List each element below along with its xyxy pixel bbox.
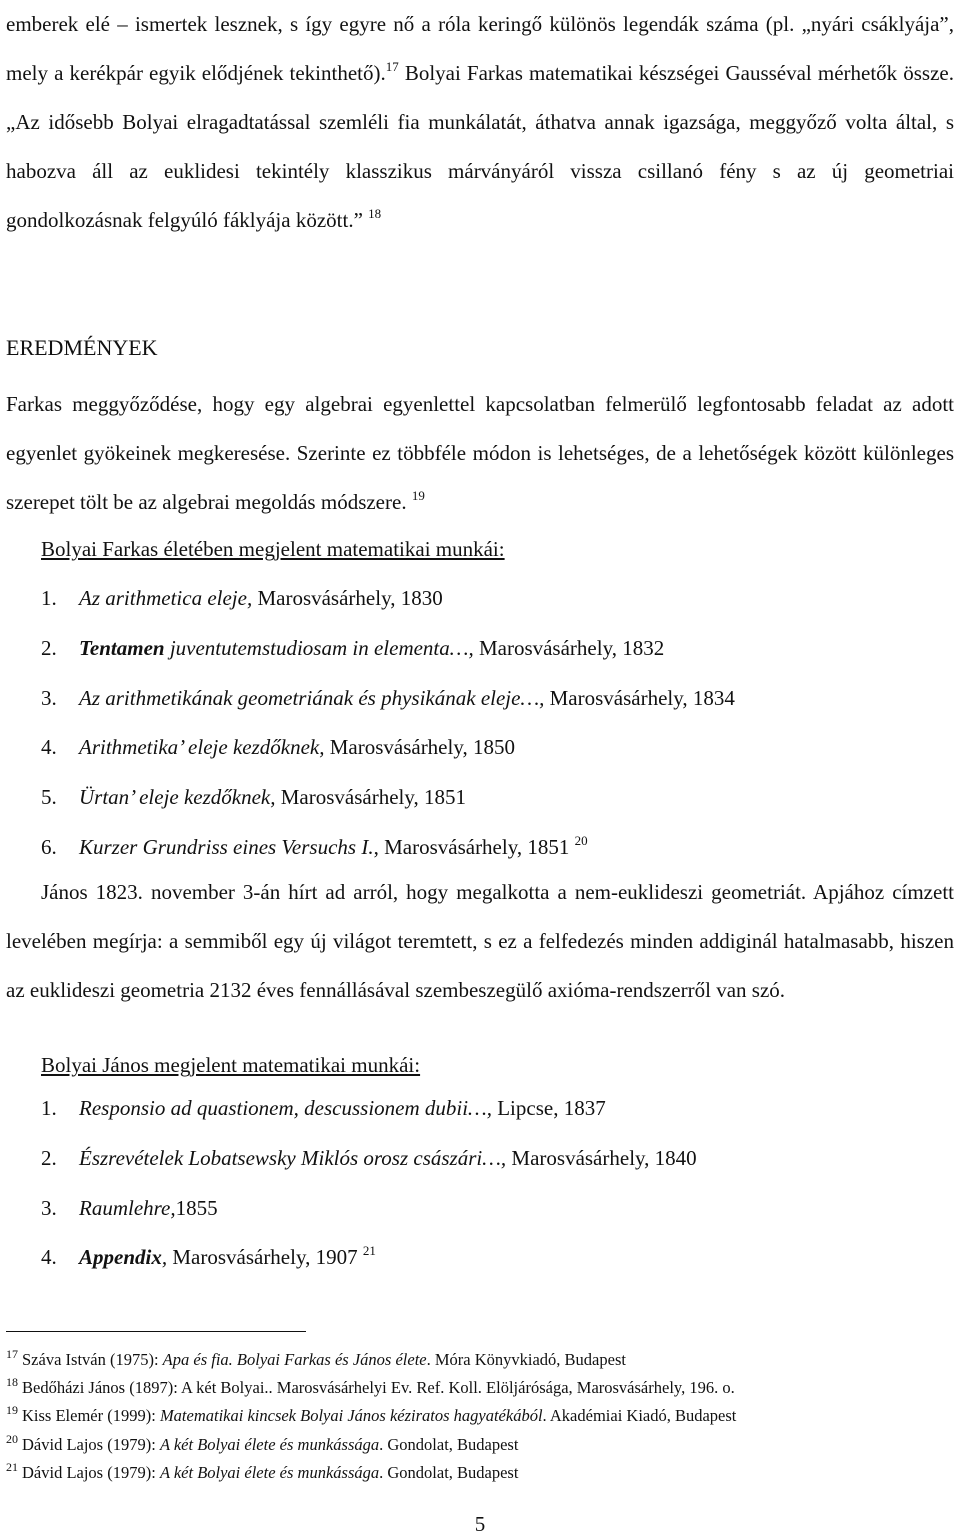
footnote-divider [6,1331,306,1332]
list-item: 4. Appendix, Marosvásárhely, 1907 $^{21}$ [41,1243,376,1270]
footnote-ref-17[interactable]: 17 [385,59,399,74]
footnote-18: $^{18}$ Bedőházi János (1897): A két Bolyai.. Marosvásárhelyi Ev. Ref. Koll. Elöljárósága, Marosvásárhely, 196. o. [6,1375,735,1398]
footnote-21: $^{21}$ Dávid Lajos (1979): A két Bolyai élete és munkássága. Gondolat, Budapest [6,1459,519,1482]
footnote-ref-19[interactable]: 19 [411,488,425,503]
list-item: 1. Responsio ad quastionem, descussionem dubii…, Lipcse, 1837 [41,1096,606,1120]
footnote-19: $^{19}$ Kiss Elemér (1999): Matematikai kincsek Bolyai János kéziratos hagyatékából. Akadémiai Kiadó, Budapest [6,1403,737,1426]
janos-works-title: Bolyai János megjelent matematikai munkái: [41,1053,421,1077]
footnote-20: $^{20}$ Dávid Lajos (1979): A két Bolyai élete és munkássága. Gondolat, Budapest [6,1431,519,1454]
footnotes [6,1343,954,1484]
list-item: 4. Arithmetika’ eleje kezdőknek, Marosvásárhely, 1850 [41,735,515,760]
farkas-works-list [41,574,735,873]
list-item: 3. Raumlehre,1855 [41,1195,218,1220]
farkas-works-title: Bolyai Farkas életében megjelent matematikai munkái: [41,537,505,561]
list-item: 2. Észrevételek Lobatsewsky Miklós orosz császári…, Marosvásárhely, 1840 [41,1145,697,1170]
page-number: 5 [474,1512,486,1536]
paragraph-janos: János 1823. november 3-án hírt ad arról, hogy megalkotta a nem-euklideszi geometriát. Apjához címzett levelében megírja: a semmiből egy új világot teremtett, s ez a felfedezés minden addiginál hatalmasabb, hiszen az euklideszi geometria 2132 éves fennállásával szembeszegülő axióma-rendszerről van szó. [6,880,954,1002]
paragraph-intro: emberek elé – ismertek lesznek, s így egyre nő a róla keringő különös legendák száma (pl. „nyári csáklyája”, mely a kerékpár egyik elődjének tekinthető).$^{17}$ Bolyai Farkas matematikai készségei Gausséval mérhetők össze. „Az idősebb Bolyai elragadtatással szemléli fia munkálatát, áthatva annak igazsága, meggyőző volta által, s habozva áll az euklidesi tekintély klasszikus márványáról vissza csillanó fény s az új geometriai gondolkozásnak felgyúló fáklyája között.” $^{18}$ [6,12,954,232]
section-heading: EREDMÉNYEK [6,335,158,360]
paragraph-results: Farkas meggyőződése, hogy egy algebrai egyenlettel kapcsolatban felmerülő legfontosabb feladat az adott egyenlet gyökeinek megkeresése. Szerinte ez többféle módon is lehetséges, de a lehetőségek között különleges szerepet tölt be az algebrai megoldás módszere. $^{19}$ [6,392,954,514]
footnote-17: $^{17}$ Száva István (1975): Apa és fia. Bolyai Farkas és János élete. Móra Könyvkiadó, Budapest [6,1347,626,1369]
janos-works-list [41,1084,697,1283]
footnote-ref-21[interactable]: 21 [362,1243,376,1259]
list-item: 1. Az arithmetica eleje, Marosvásárhely, 1830 [41,586,443,610]
list-item: 5. Ürtan’ eleje kezdőknek, Marosvásárhely, 1851 [41,785,467,810]
list-item: 2. Tentamen juventutemstudiosam in elementa…, Marosvásárhely, 1832 [41,635,665,660]
footnote-ref-18[interactable]: 18 [368,206,382,221]
list-item: 6. Kurzer Grundriss eines Versuchs I., Marosvásárhely, 1851 $^{20}$ [41,832,588,859]
footnote-ref-20[interactable]: 20 [574,832,588,848]
list-item: 3. Az arithmetikának geometriának és physikának eleje…, Marosvásárhely, 1834 [41,685,735,710]
